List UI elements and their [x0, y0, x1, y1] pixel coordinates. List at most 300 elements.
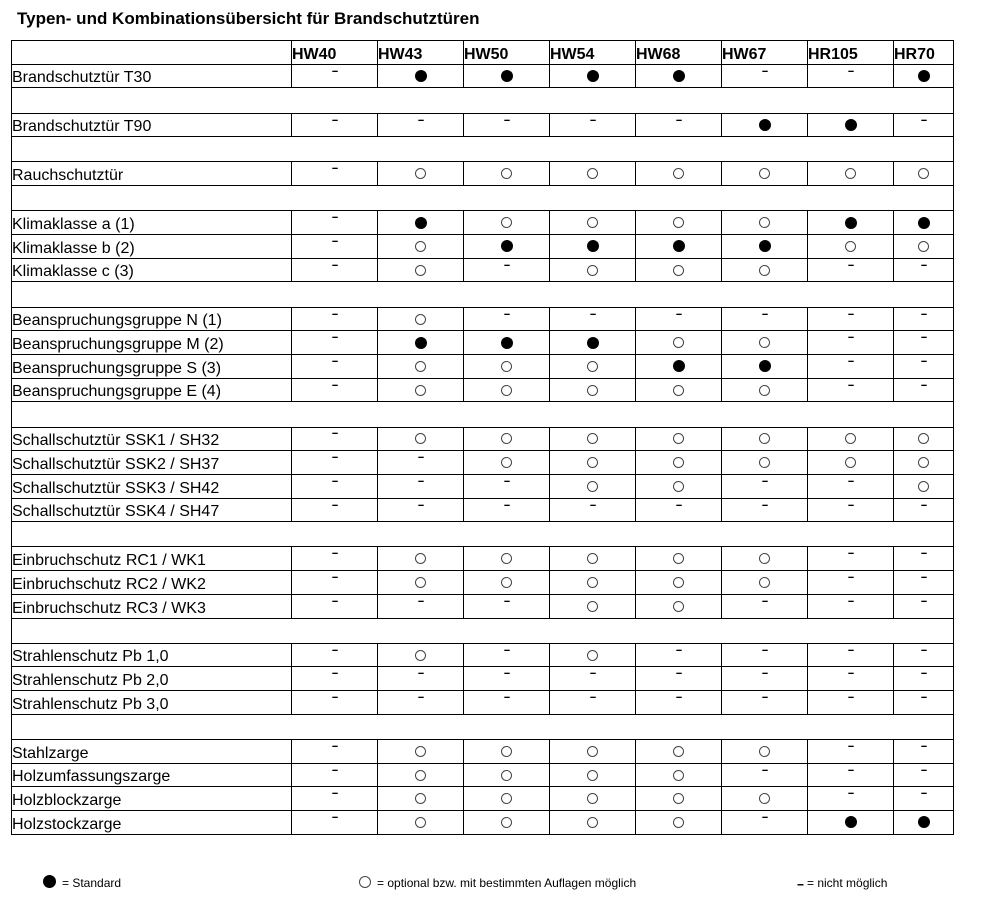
table-cell: [636, 113, 722, 137]
table-cell: [292, 427, 378, 451]
open-circle-icon: [501, 793, 512, 804]
open-circle-icon: [587, 457, 598, 468]
table-cell: [722, 547, 808, 571]
dash-symbol: --: [331, 643, 338, 656]
open-circle-icon: [415, 433, 426, 444]
row-label: Beanspruchungsgruppe E (4): [12, 378, 292, 402]
table-cell: [636, 258, 722, 282]
dash-symbol: --: [797, 876, 803, 891]
dash-symbol: --: [589, 498, 596, 511]
table-row: [12, 571, 954, 595]
open-circle-icon: [918, 457, 929, 468]
open-circle-icon: [759, 433, 770, 444]
dash-symbol: --: [920, 667, 927, 680]
table-cell: [894, 64, 954, 88]
table-cell: [722, 594, 808, 618]
table-cell: [378, 211, 464, 235]
row-label: Strahlenschutz Pb 2,0: [12, 667, 292, 691]
table-cell: [636, 427, 722, 451]
table-cell: [636, 307, 722, 331]
table-row: [12, 763, 954, 787]
table-cell: [378, 354, 464, 378]
dash-symbol: --: [331, 307, 338, 320]
dash-symbol: --: [503, 474, 510, 487]
table-cell: [464, 354, 550, 378]
open-circle-icon: [918, 433, 929, 444]
table-cell: [292, 113, 378, 137]
open-circle-icon: [415, 770, 426, 781]
table-cell: [636, 235, 722, 259]
table-cell: [464, 571, 550, 595]
dash-symbol: --: [761, 307, 768, 320]
open-circle-icon: [501, 168, 512, 179]
dash-symbol: --: [761, 691, 768, 703]
row-label: Beanspruchungsgruppe N (1): [12, 307, 292, 331]
table-cell: [378, 474, 464, 498]
dash-symbol: --: [417, 113, 424, 126]
dash-symbol: --: [847, 594, 854, 607]
open-circle-icon: [673, 217, 684, 228]
table-cell: [378, 787, 464, 811]
table-cell: [636, 643, 722, 667]
open-circle-icon: [415, 241, 426, 252]
table-row: [12, 354, 954, 378]
table-cell: [808, 113, 894, 137]
table-cell: [464, 427, 550, 451]
dash-symbol: --: [331, 667, 338, 680]
open-circle-icon: [673, 793, 684, 804]
dash-symbol: --: [920, 739, 927, 752]
spacer-row: [12, 137, 954, 162]
table-cell: [292, 354, 378, 378]
spacer-cell: [12, 714, 954, 739]
spacer-cell: [12, 282, 954, 307]
table-cell: [292, 571, 378, 595]
dash-symbol: --: [331, 211, 338, 224]
spacer-row: [12, 88, 954, 113]
table-cell: [292, 763, 378, 787]
row-label: Beanspruchungsgruppe M (2): [12, 331, 292, 355]
open-circle-icon: [918, 241, 929, 252]
row-label: Klimaklasse b (2): [12, 235, 292, 259]
open-circle-icon: [587, 385, 598, 396]
dash-symbol: --: [920, 691, 927, 703]
table-cell: [894, 331, 954, 355]
dash-symbol: --: [331, 594, 338, 607]
open-circle-icon: [415, 650, 426, 661]
table-cell: [894, 235, 954, 259]
table-cell: [808, 64, 894, 88]
open-circle-icon: [673, 337, 684, 348]
dash-symbol: --: [920, 331, 927, 344]
table-cell: [292, 331, 378, 355]
dash-symbol: --: [847, 474, 854, 487]
table-cell: [292, 474, 378, 498]
table-cell: [636, 451, 722, 475]
open-circle-icon: [759, 553, 770, 564]
row-label: Strahlenschutz Pb 1,0: [12, 643, 292, 667]
dash-symbol: --: [331, 378, 338, 391]
table-cell: [808, 571, 894, 595]
open-circle-icon: [501, 553, 512, 564]
table-row: [12, 235, 954, 259]
table-cell: [808, 474, 894, 498]
table-cell: [894, 787, 954, 811]
table-row: [12, 643, 954, 667]
table-cell: [550, 331, 636, 355]
dash-symbol: --: [417, 498, 424, 511]
table-cell: [636, 811, 722, 835]
dash-symbol: --: [589, 691, 596, 703]
open-circle-icon: [673, 817, 684, 828]
combination-table: [11, 40, 954, 835]
table-cell: [378, 258, 464, 282]
table-cell: [550, 64, 636, 88]
column-header: HW40: [292, 41, 378, 65]
table-cell: [722, 474, 808, 498]
table-cell: [894, 354, 954, 378]
table-cell: [464, 547, 550, 571]
dash-symbol: --: [331, 331, 338, 344]
dash-symbol: --: [675, 643, 682, 656]
filled-circle-icon: [759, 119, 771, 131]
table-cell: [636, 474, 722, 498]
table-cell: [550, 547, 636, 571]
table-row: [12, 547, 954, 571]
filled-circle-icon: [415, 217, 427, 229]
table-cell: [894, 307, 954, 331]
dash-symbol: --: [847, 643, 854, 656]
open-circle-icon: [845, 168, 856, 179]
filled-circle-icon: [43, 875, 56, 888]
table-row: [12, 451, 954, 475]
table-cell: [894, 258, 954, 282]
column-header: HR70: [894, 41, 954, 65]
open-circle-icon: [673, 168, 684, 179]
table-cell: [378, 763, 464, 787]
row-label: Beanspruchungsgruppe S (3): [12, 354, 292, 378]
table-cell: [722, 498, 808, 522]
row-label: Strahlenschutz Pb 3,0: [12, 691, 292, 715]
page-title: Typen- und Kombinationsübersicht für Brandschutztüren: [17, 9, 480, 28]
table-cell: [894, 113, 954, 137]
table-cell: [550, 113, 636, 137]
dash-symbol: --: [503, 498, 510, 511]
filled-circle-icon: [918, 70, 930, 82]
dash-symbol: --: [331, 810, 338, 823]
table-cell: [808, 162, 894, 186]
table-cell: [722, 427, 808, 451]
open-circle-icon: [759, 577, 770, 588]
dash-symbol: --: [503, 113, 510, 126]
dash-symbol: --: [761, 594, 768, 607]
open-circle-icon: [501, 817, 512, 828]
dash-symbol: --: [847, 498, 854, 511]
table-cell: [636, 162, 722, 186]
dash-symbol: --: [847, 378, 854, 391]
dash-symbol: --: [417, 451, 424, 464]
table-cell: [550, 691, 636, 715]
table-row: [12, 211, 954, 235]
table-cell: [808, 258, 894, 282]
table-row: [12, 427, 954, 451]
dash-symbol: --: [761, 667, 768, 680]
open-circle-icon: [415, 577, 426, 588]
column-header: HW43: [378, 41, 464, 65]
table-cell: [292, 691, 378, 715]
dash-symbol: --: [331, 691, 338, 703]
open-circle-icon: [415, 793, 426, 804]
table-row: [12, 113, 954, 137]
dash-symbol: --: [675, 498, 682, 511]
dash-symbol: --: [920, 307, 927, 320]
table-cell: [894, 162, 954, 186]
dash-symbol: --: [920, 571, 927, 584]
table-cell: [378, 739, 464, 763]
table-cell: [378, 331, 464, 355]
table-cell: [636, 547, 722, 571]
spacer-cell: [12, 522, 954, 547]
open-circle-icon: [415, 265, 426, 276]
table-cell: [464, 691, 550, 715]
filled-circle-icon: [415, 70, 427, 82]
table-cell: [808, 307, 894, 331]
dash-symbol: --: [331, 739, 338, 752]
table-cell: [808, 378, 894, 402]
spacer-cell: [12, 137, 954, 162]
legend-optional-text: = optional bzw. mit bestimmten Auflagen möglich: [377, 876, 637, 890]
open-circle-icon: [673, 265, 684, 276]
table-cell: [464, 787, 550, 811]
dash-symbol: --: [847, 571, 854, 584]
filled-circle-icon: [759, 360, 771, 372]
row-label: Einbruchschutz RC3 / WK3: [12, 594, 292, 618]
dash-symbol: --: [417, 667, 424, 680]
legend-none-text: = nicht möglich: [807, 876, 888, 890]
table-cell: [550, 235, 636, 259]
dash-symbol: --: [331, 354, 338, 367]
column-header: HR105: [808, 41, 894, 65]
open-circle-icon: [845, 433, 856, 444]
table-cell: [636, 739, 722, 763]
table-cell: [894, 594, 954, 618]
table-cell: [722, 258, 808, 282]
open-circle-icon: [759, 217, 770, 228]
table-cell: [808, 547, 894, 571]
table-cell: [550, 498, 636, 522]
table-cell: [722, 739, 808, 763]
dash-symbol: --: [417, 691, 424, 703]
table-cell: [292, 594, 378, 618]
filled-circle-icon: [845, 217, 857, 229]
legend-standard-text: = Standard: [62, 876, 122, 890]
dash-symbol: --: [503, 307, 510, 320]
table-cell: [550, 378, 636, 402]
dash-symbol: --: [847, 763, 854, 776]
table-cell: [808, 211, 894, 235]
open-circle-icon: [587, 217, 598, 228]
table-cell: [464, 211, 550, 235]
row-label: Holzumfassungszarge: [12, 763, 292, 787]
dash-symbol: --: [847, 64, 854, 77]
table-cell: [808, 691, 894, 715]
table-cell: [550, 258, 636, 282]
table-cell: [378, 64, 464, 88]
table-row: [12, 64, 954, 88]
row-label: Holzblockzarge: [12, 787, 292, 811]
spacer-cell: [12, 618, 954, 643]
dash-symbol: --: [761, 64, 768, 77]
table-cell: [378, 162, 464, 186]
row-label: Klimaklasse a (1): [12, 211, 292, 235]
table-cell: [894, 739, 954, 763]
table-body: [12, 64, 954, 834]
open-circle-icon: [587, 265, 598, 276]
table-cell: [722, 113, 808, 137]
filled-circle-icon: [415, 337, 427, 349]
table-row: [12, 498, 954, 522]
spacer-cell: [12, 402, 954, 427]
open-circle-icon: [587, 481, 598, 492]
dash-symbol: --: [761, 810, 768, 823]
dash-symbol: --: [675, 691, 682, 703]
table-cell: [378, 594, 464, 618]
dash-symbol: --: [920, 643, 927, 656]
open-circle-icon: [587, 601, 598, 612]
open-circle-icon: [587, 433, 598, 444]
dash-symbol: --: [847, 331, 854, 344]
column-header: HW67: [722, 41, 808, 65]
filled-circle-icon: [587, 70, 599, 82]
table-cell: [894, 763, 954, 787]
filled-circle-icon: [845, 119, 857, 131]
open-circle-icon: [759, 746, 770, 757]
table-cell: [636, 667, 722, 691]
table-row: [12, 258, 954, 282]
filled-circle-icon: [845, 816, 857, 828]
dash-symbol: --: [920, 787, 927, 800]
dash-symbol: --: [920, 594, 927, 607]
filled-circle-icon: [918, 816, 930, 828]
table-cell: [894, 547, 954, 571]
table-row: [12, 739, 954, 763]
open-circle-icon: [501, 746, 512, 757]
table-cell: [550, 787, 636, 811]
table-cell: [550, 739, 636, 763]
table-cell: [722, 451, 808, 475]
table-cell: [894, 643, 954, 667]
open-circle-icon: [673, 385, 684, 396]
spacer-row: [12, 618, 954, 643]
dash-symbol: --: [847, 258, 854, 271]
row-label: Holzstockzarge: [12, 811, 292, 835]
table-cell: [636, 211, 722, 235]
open-circle-icon: [918, 481, 929, 492]
table-cell: [378, 498, 464, 522]
open-circle-icon: [845, 241, 856, 252]
table-cell: [894, 427, 954, 451]
header-corner: [12, 41, 292, 65]
table-cell: [722, 378, 808, 402]
table-cell: [464, 331, 550, 355]
table-row: [12, 787, 954, 811]
table-cell: [464, 64, 550, 88]
dash-symbol: --: [331, 64, 338, 77]
header-row: [12, 41, 954, 65]
table-row: [12, 667, 954, 691]
column-header: HW50: [464, 41, 550, 65]
column-header: HW68: [636, 41, 722, 65]
table-cell: [464, 811, 550, 835]
table-cell: [808, 235, 894, 259]
table-cell: [636, 691, 722, 715]
open-circle-icon: [501, 361, 512, 372]
table-cell: [292, 643, 378, 667]
open-circle-icon: [673, 553, 684, 564]
table-cell: [292, 787, 378, 811]
table-row: [12, 474, 954, 498]
table-cell: [808, 354, 894, 378]
open-circle-icon: [673, 746, 684, 757]
table-cell: [378, 643, 464, 667]
table-cell: [464, 667, 550, 691]
open-circle-icon: [501, 217, 512, 228]
table-cell: [292, 258, 378, 282]
table-cell: [292, 64, 378, 88]
open-circle-icon: [759, 457, 770, 468]
table-cell: [808, 498, 894, 522]
table-cell: [722, 763, 808, 787]
open-circle-icon: [501, 385, 512, 396]
dash-symbol: --: [331, 451, 338, 464]
table-cell: [292, 235, 378, 259]
table-cell: [636, 498, 722, 522]
legend-standard: [43, 876, 121, 890]
open-circle-icon: [673, 770, 684, 781]
table-cell: [722, 643, 808, 667]
dash-symbol: --: [589, 667, 596, 680]
table-cell: [636, 331, 722, 355]
table-row: [12, 378, 954, 402]
table-cell: [464, 474, 550, 498]
table-cell: [378, 571, 464, 595]
table-cell: [722, 667, 808, 691]
table-cell: [722, 235, 808, 259]
table-cell: [722, 162, 808, 186]
table-cell: [292, 378, 378, 402]
table-cell: [808, 667, 894, 691]
dash-symbol: --: [503, 691, 510, 703]
table-cell: [894, 211, 954, 235]
dash-symbol: --: [847, 739, 854, 752]
table-cell: [722, 307, 808, 331]
open-circle-icon: [673, 481, 684, 492]
open-circle-icon: [918, 168, 929, 179]
dash-symbol: --: [503, 667, 510, 680]
column-header: HW54: [550, 41, 636, 65]
table-cell: [808, 787, 894, 811]
table-cell: [636, 354, 722, 378]
open-circle-icon: [415, 168, 426, 179]
table-cell: [378, 667, 464, 691]
open-circle-icon: [759, 265, 770, 276]
spacer-row: [12, 714, 954, 739]
table-cell: [550, 571, 636, 595]
legend-optional: [359, 876, 636, 890]
table-row: [12, 162, 954, 186]
table-cell: [464, 739, 550, 763]
table-cell: [550, 811, 636, 835]
